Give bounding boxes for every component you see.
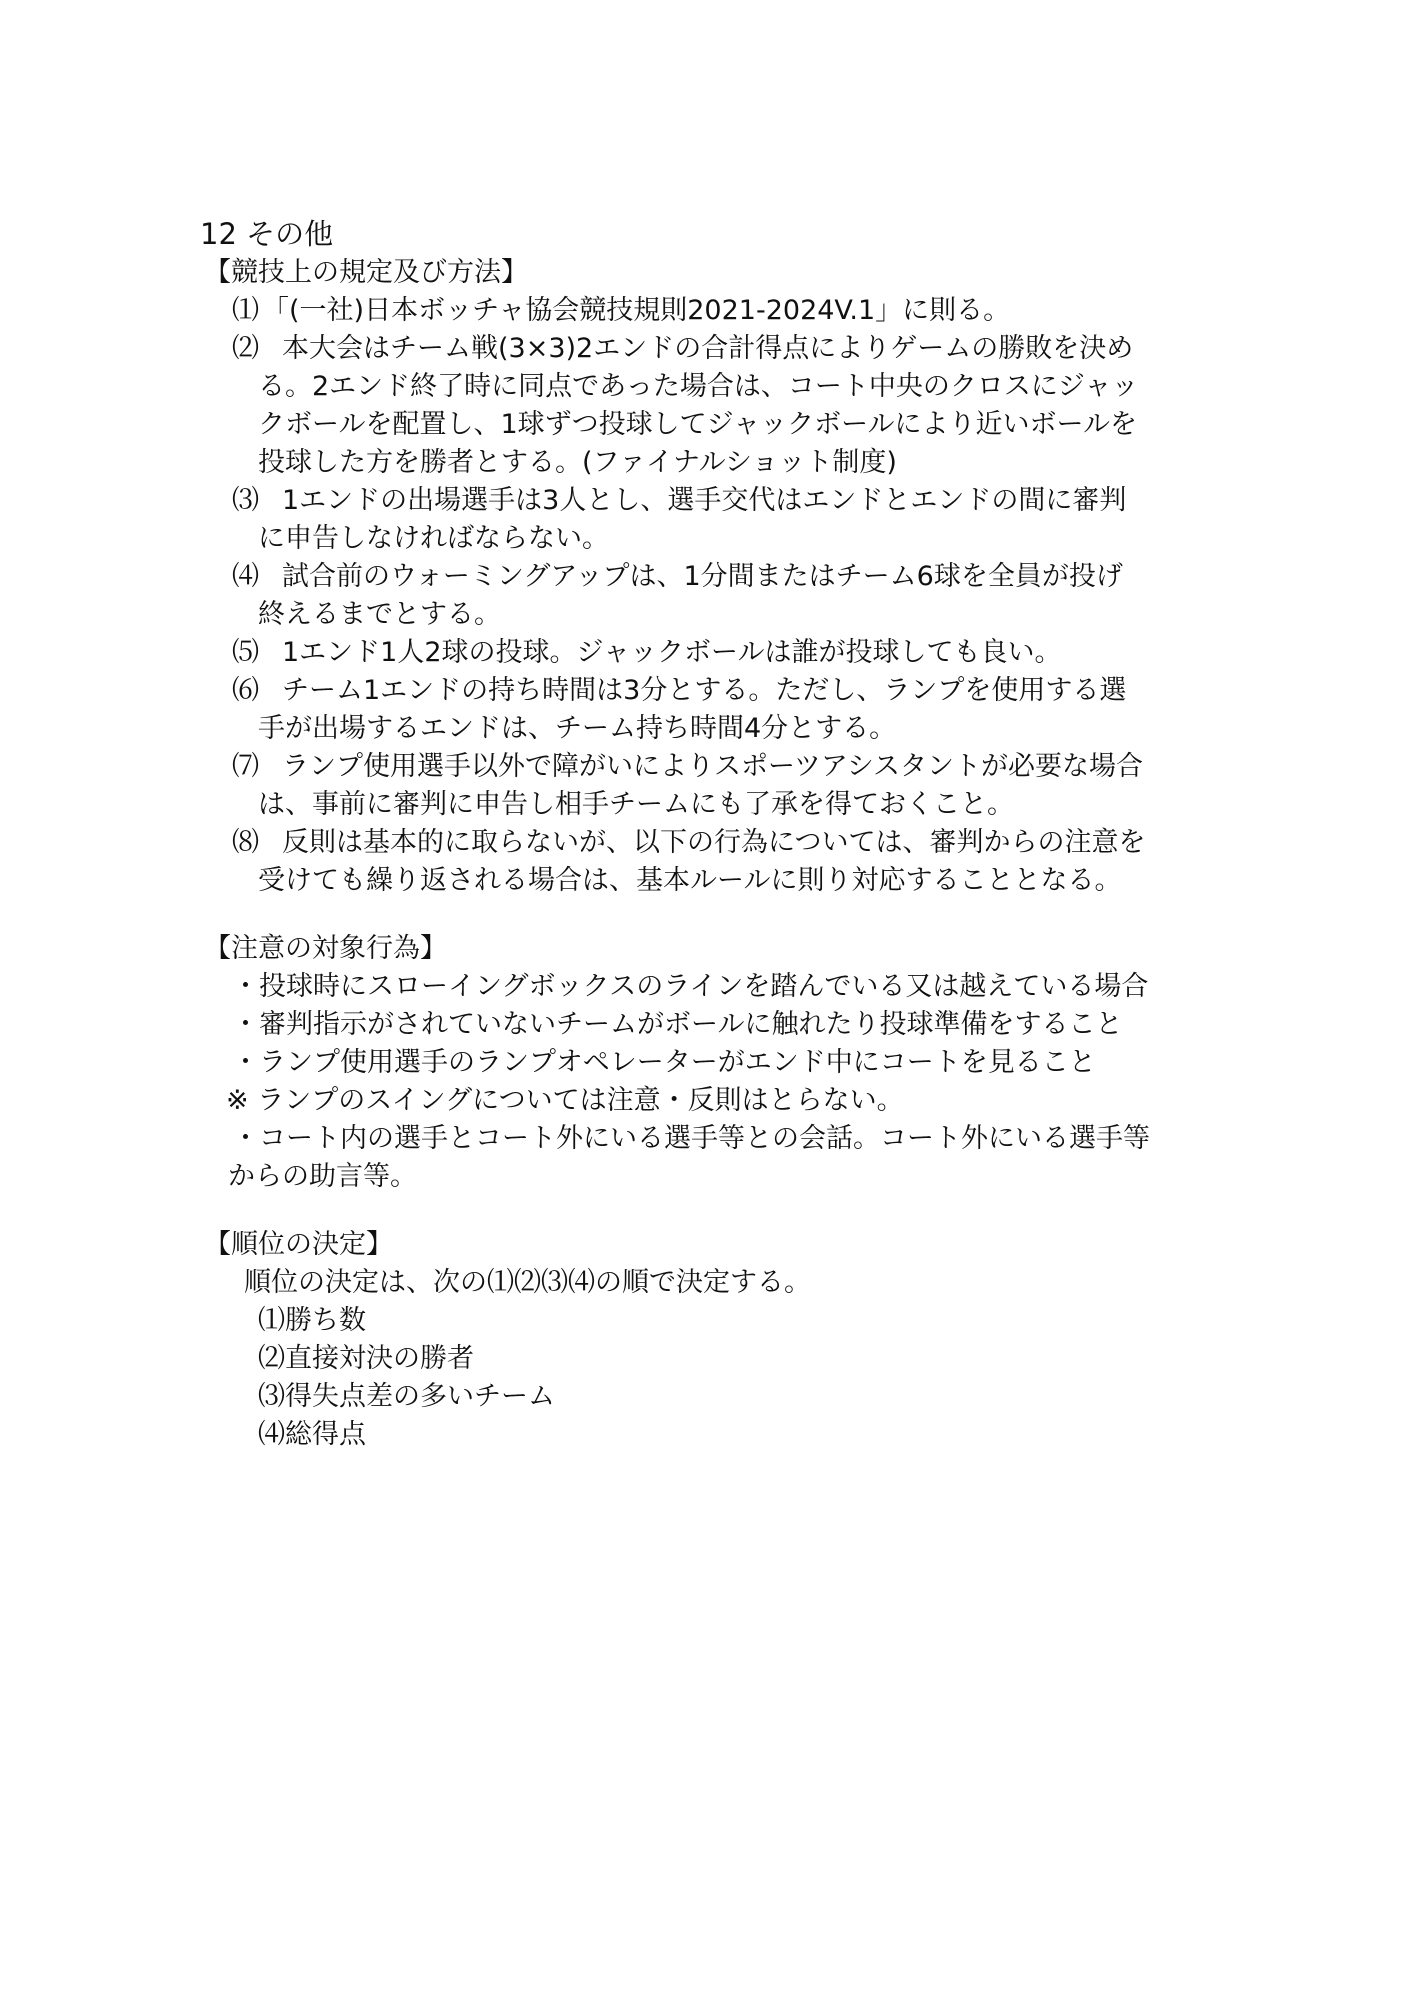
ranking-item-4: ⑷総得点 [258,1419,366,1450]
rule-5-number: ⑸ [232,637,259,668]
rule-1-line-1: 「(一社)日本ボッチャ協会競技規則2021-2024V.1」に則る。 [262,295,1011,326]
rule-3-line-1: 1エンドの出場選手は3人とし、選手交代はエンドとエンドの間に審判 [282,485,1127,516]
rule-3-number: ⑶ [232,485,259,516]
rule-3-line-2: に申告しなければならない。 [258,523,609,554]
rule-7-line-1: ランプ使用選手以外で障がいによりスポーツアシスタントが必要な場合 [282,751,1144,782]
rule-4-line-2: 終えるまでとする。 [258,599,501,630]
rule-5-line-1: 1エンド1人2球の投球。ジャックボールは誰が投球しても良い。 [282,637,1062,668]
caution-line-4: ・コート内の選手とコート外にいる選手等との会話。コート外にいる選手等 [232,1123,1150,1154]
rule-4-number: ⑷ [232,561,259,592]
rule-8-line-2: 受けても繰り返される場合は、基本ルールに則り対応することとなる。 [258,865,1122,896]
rule-2-line-4: 投球した方を勝者とする。(ファイナルショット制度) [258,447,897,478]
rule-6-line-1: チーム1エンドの持ち時間は3分とする。ただし、ランプを使用する選 [282,675,1127,706]
rule-8-number: ⑻ [232,827,259,858]
ranking-item-2: ⑵直接対決の勝者 [258,1343,474,1374]
rule-2-line-2: る。2エンド終了時に同点であった場合は、コート中央のクロスにジャッ [258,371,1139,402]
ranking-heading: 【順位の決定】 [204,1229,393,1260]
cautions-heading: 【注意の対象行為】 [204,933,447,964]
rule-7-line-2: は、事前に審判に申告し相手チームにも了承を得ておくこと。 [258,789,1014,820]
ranking-intro: 順位の決定は、次の⑴⑵⑶⑷の順で決定する。 [244,1267,811,1298]
caution-line-2: ・審判指示がされていないチームがボールに触れたり投球準備をすること [232,1009,1123,1040]
ranking-item-3: ⑶得失点差の多いチーム [258,1381,555,1412]
rule-4-line-1: 試合前のウォーミングアップは、1分間またはチーム6球を全員が投げ [282,561,1123,592]
rule-8-line-1: 反則は基本的に取らないが、以下の行為については、審判からの注意を [282,827,1146,858]
caution-line-3: ・ランプ使用選手のランプオペレーターがエンド中にコートを見ること [232,1047,1096,1078]
section-heading: 12 その他 [200,217,334,251]
caution-line-1: ・投球時にスローイングボックスのラインを踏んでいる又は越えている場合 [232,971,1149,1002]
rule-2-number: ⑵ [232,333,259,364]
rule-1-number: ⑴ [232,295,259,326]
rule-6-line-2: 手が出場するエンドは、チーム持ち時間4分とする。 [258,713,897,744]
ranking-item-1: ⑴勝ち数 [258,1305,366,1336]
caution-note: ※ ランプのスイングについては注意・反則はとらない。 [226,1085,904,1116]
caution-line-5: からの助言等。 [228,1161,417,1192]
rule-7-number: ⑺ [232,751,259,782]
rule-2-line-1: 本大会はチーム戦(3×3)2エンドの合計得点によりゲームの勝敗を決め [282,333,1134,364]
rules-heading: 【競技上の規定及び方法】 [204,257,528,288]
rule-2-line-3: クボールを配置し、1球ずつ投球してジャックボールにより近いボールを [258,409,1138,440]
rule-6-number: ⑹ [232,675,259,706]
